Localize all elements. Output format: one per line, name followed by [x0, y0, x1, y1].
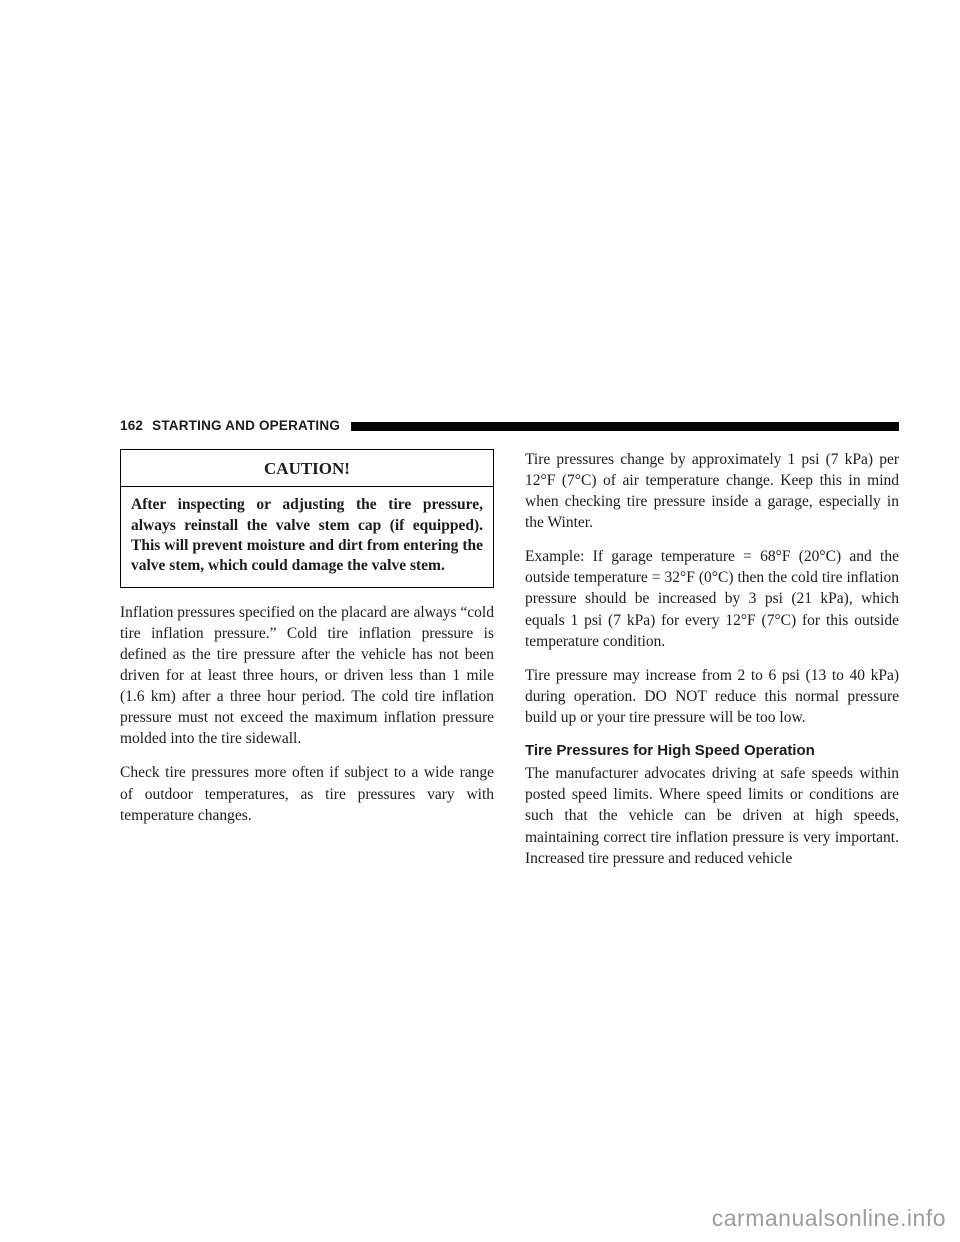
two-column-body [120, 449, 899, 882]
subsection-heading-high-speed: Tire Pressures for High Speed Operation [525, 741, 815, 759]
caution-body-text: After inspecting or adjusting the tire pressure, always reinstall the valve stem cap (if equipped). This will prevent moisture and dirt from entering the valve stem, which could damage the valve stem. [131, 496, 483, 575]
page-number: 162 [120, 418, 144, 433]
paragraph-example: Example: If garage temperature = 68°F (20°C) and the outside temperature = 32°F (0°C) then the cold tire inflation pressure should be increased by 3 psi (21 kPa), which equals 1 psi (7 kPa) for every 12°F (7°C) for this outside temperature condition. [525, 548, 899, 650]
paragraph-check-pressures: Check tire pressures more often if subject to a wide range of outdoor temperatures, as tire pressures vary with temperature changes. [120, 764, 494, 824]
header-rule [351, 422, 899, 431]
watermark: carmanualsonline.info [711, 1205, 946, 1231]
caution-title: CAUTION! [121, 450, 493, 487]
section-title: STARTING AND OPERATING [152, 418, 341, 433]
manual-page-content [120, 418, 899, 882]
right-column [525, 449, 899, 882]
caution-box [120, 449, 494, 588]
paragraph-high-speed: The manufacturer advocates driving at safe speeds within posted speed limits. Where speed limits or conditions are such that the vehicle can be driven at high speeds, maintaining correct tire inflation pressure is very important. Increased tire pressure and reduced vehicle [525, 765, 899, 867]
paragraph-pressure-increase: Tire pressure may increase from 2 to 6 psi (13 to 40 kPa) during operation. DO NOT reduce this normal pressure build up or your tire pressure will be too low. [525, 666, 899, 726]
paragraph-pressure-change: Tire pressures change by approximately 1 psi (7 kPa) per 12°F (7°C) of air temperature change. Keep this in mind when checking tire pressure inside a garage, especially in the Winter. [525, 451, 899, 532]
left-column [120, 449, 494, 882]
paragraph-inflation-pressures: Inflation pressures specified on the placard are always “cold tire inflation pressure.” Cold tire inflation pressure is defined as the tire pressure after the vehicle has not been driven for at least three hours, or driven less than 1 mile (1.6 km) after a three hour period. The cold tire inflation pressure must not exceed the maximum inflation pressure molded into the tire sidewall. [120, 603, 494, 748]
page-header [120, 418, 899, 433]
